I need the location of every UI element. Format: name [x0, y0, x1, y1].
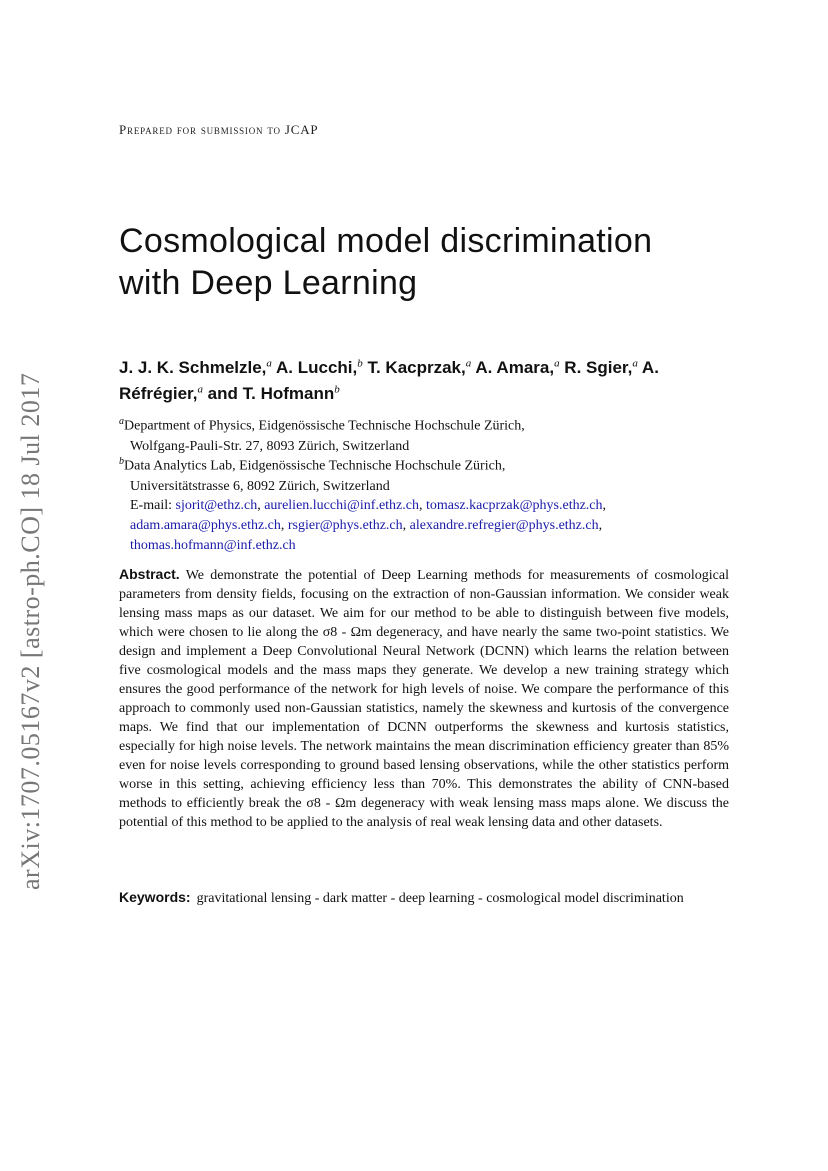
email-link[interactable]: adam.amara@phys.ethz.ch	[130, 518, 281, 533]
author: J. J. K. Schmelzle,$^a$	[119, 357, 272, 377]
submission-prefix: Prepared for submission to	[119, 122, 281, 137]
abstract-text: We demonstrate the potential of Deep Learning methods for measurements of cosmological parameters from density fields, focusing on the extraction of non-Gaussian information. We consider weak lensing mass maps as our dataset. We aim for our method to be able to distinguish between five models, which were chosen to lie along the σ8 - Ωm degeneracy, and have nearly the same two-point statistics. We design and implement a Deep Convolutional Neural Network (DCNN) which learns the relation between five cosmological models and the mass maps they generate. We develop a new training strategy which ensures the good performance of the network for high levels of noise. We compare the performance of this approach to commonly used non-Gaussian statistics, namely the skewness and kurtosis of the convergence maps. We find that our implementation of DCNN outperforms the skewness and kurtosis statistics, especially for high noise levels. The network maintains the mean discrimination efficiency greater than 85% even for noise levels corresponding to ground based lensing observations, while the other statistics perform worse in this setting, achieving efficiency less than 70%. This demonstrates the ability of CNN-based methods to efficiently break the σ8 - Ωm degeneracy with weak lensing mass maps alone. We discuss the potential of this method to be applied to the analysis of real weak lensing data and other datasets.	[119, 568, 729, 830]
affiliation-line: Wolfgang-Pauli-Str. 27, 8093 Zürich, Switzerland	[130, 438, 410, 454]
affiliation-mark: b	[119, 456, 124, 467]
author-list	[119, 352, 719, 405]
affiliation-line: Data Analytics Lab, Eidgenössische Technische Hochschule Zürich,	[124, 458, 506, 474]
arxiv-side-stamp: arXiv:1707.05167v2 [astro-ph.CO] 18 Jul 2017	[16, 372, 45, 890]
journal-name: JCAP	[284, 122, 319, 137]
email-label: E-mail:	[130, 498, 172, 513]
author: A. Réfrégier,$^a$	[119, 357, 659, 404]
affiliation-a	[119, 412, 719, 457]
author: T. Kacprzak,$^a$	[367, 357, 472, 377]
author: A. Amara,$^a$	[475, 357, 560, 377]
paper-title	[119, 220, 759, 304]
affiliation-line: Department of Physics, Eidgenössische Technische Hochschule Zürich,	[124, 418, 525, 434]
email-link[interactable]: alexandre.refregier@phys.ethz.ch	[409, 518, 599, 533]
keywords-text: gravitational lensing - dark matter - deep learning - cosmological model discrimination	[196, 891, 684, 906]
abstract	[119, 565, 729, 832]
author: A. Lucchi,$^b$	[276, 357, 363, 377]
abstract-label: Abstract.	[119, 566, 180, 582]
author: and T. Hofmann$^b$	[207, 383, 340, 404]
keywords	[119, 888, 729, 908]
author: R. Sgier,$^a$	[564, 357, 638, 377]
title-line-1: Cosmological model discrimination	[119, 222, 653, 260]
email-link[interactable]: sjorit@ethz.ch	[175, 498, 258, 513]
email-link[interactable]: aurelien.lucchi@inf.ethz.ch	[264, 498, 419, 513]
email-block: E-mail: sjorit@ethz.ch, aurelien.lucchi@inf.ethz.ch, tomasz.kacprzak@phys.ethz.ch, adam.amara@phys.ethz.ch, rsgier@phys.ethz.ch, alexandre.refregier@phys.ethz.ch, thomas.hofmann@inf.ethz.ch	[130, 498, 607, 553]
keywords-label: Keywords:	[119, 889, 191, 905]
title-line-2: with Deep Learning	[119, 264, 418, 302]
email-link[interactable]: rsgier@phys.ethz.ch	[287, 518, 403, 533]
email-link[interactable]: tomasz.kacprzak@phys.ethz.ch	[425, 498, 603, 513]
affiliation-mark: a	[119, 416, 124, 427]
submission-note	[119, 122, 318, 138]
affiliation-line: Universitätstrasse 6, 8092 Zürich, Switzerland	[130, 478, 390, 494]
email-link[interactable]: thomas.hofmann@inf.ethz.ch	[130, 538, 296, 553]
affiliation-b	[119, 452, 719, 497]
